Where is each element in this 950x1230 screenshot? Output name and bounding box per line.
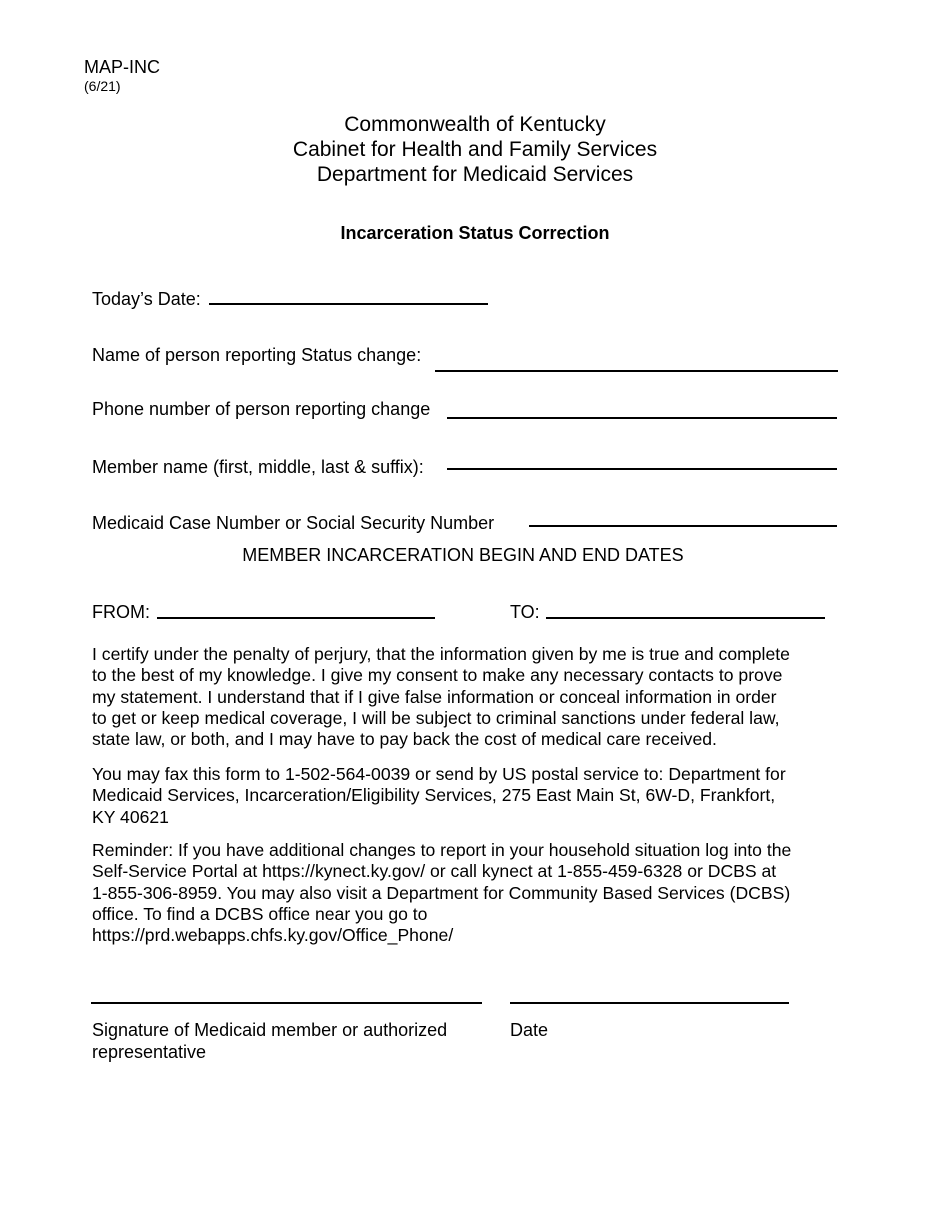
todays-date-line[interactable] [209, 303, 488, 305]
to-date-label: TO: [510, 602, 540, 622]
fax-line: KY 40621 [92, 806, 169, 827]
form-code: MAP-INC [84, 57, 160, 77]
reporter-phone-line[interactable] [447, 417, 837, 419]
certification-line: my statement. I understand that if I give false information or conceal information in order [92, 686, 777, 707]
member-name-label: Member name (first, middle, last & suffix): [92, 457, 424, 477]
reporter-name-label: Name of person reporting Status change: [92, 345, 422, 365]
document-title: Incarceration Status Correction [340, 223, 610, 243]
signature-date-label: Date [510, 1020, 549, 1040]
case-number-label: Medicaid Case Number or Social Security Number [92, 513, 495, 533]
reminder-link[interactable]: https://prd.webapps.chfs.ky.gov/Office_Phone/ [92, 925, 454, 946]
reminder-paragraph [92, 840, 842, 946]
reminder-line: office. To find a DCBS office near you go to [92, 903, 428, 924]
reminder-line: Self-Service Portal at https://kynect.ky.gov/ or call kynect at 1-855-459-6328 or DCBS at [92, 861, 777, 882]
certification-line: state law, or both, and I may have to pay back the cost of medical care received. [92, 729, 717, 750]
signature-label-line: Signature of Medicaid member or authorized [92, 1020, 448, 1040]
signature-label-line: representative [92, 1042, 207, 1062]
signature-date-line[interactable] [510, 1002, 789, 1004]
header-line-commonwealth: Commonwealth of Kentucky [344, 113, 606, 136]
header-line-cabinet: Cabinet for Health and Family Services [292, 138, 658, 161]
signature-label [92, 1019, 447, 1063]
case-number-line[interactable] [529, 525, 837, 527]
certification-line: to the best of my knowledge. I give my consent to make any necessary contacts to prove [92, 665, 783, 686]
fax-line: You may fax this form to 1-502-564-0039 or send by US postal service to: Department for [92, 764, 786, 784]
certification-line: I certify under the penalty of perjury, that the information given by me is true and complete [92, 644, 790, 664]
from-date-label: FROM: [92, 602, 150, 622]
reporter-phone-label: Phone number of person reporting change [92, 399, 431, 419]
form-revision: (6/21) [84, 78, 121, 94]
fax-instructions-paragraph [92, 764, 842, 828]
reminder-line: Reminder: If you have additional changes to report in your household situation log into the [92, 840, 792, 860]
incarceration-dates-heading: MEMBER INCARCERATION BEGIN AND END DATES [242, 545, 684, 565]
todays-date-label: Today’s Date: [92, 289, 201, 309]
to-date-line[interactable] [546, 617, 825, 619]
reminder-line: 1-855-306-8959. You may also visit a Department for Community Based Services (DCBS) [92, 882, 791, 903]
reporter-name-line[interactable] [435, 370, 838, 372]
fax-line: Medicaid Services, Incarceration/Eligibility Services, 275 East Main St, 6W-D, Frankfort, [92, 785, 776, 806]
member-name-line[interactable] [447, 468, 837, 470]
signature-line[interactable] [91, 1002, 482, 1004]
certification-paragraph [92, 644, 842, 750]
from-date-line[interactable] [157, 617, 435, 619]
certification-line: to get or keep medical coverage, I will be subject to criminal sanctions under federal law, [92, 707, 780, 728]
agency-header [0, 112, 950, 187]
header-line-department: Department for Medicaid Services [316, 163, 634, 186]
